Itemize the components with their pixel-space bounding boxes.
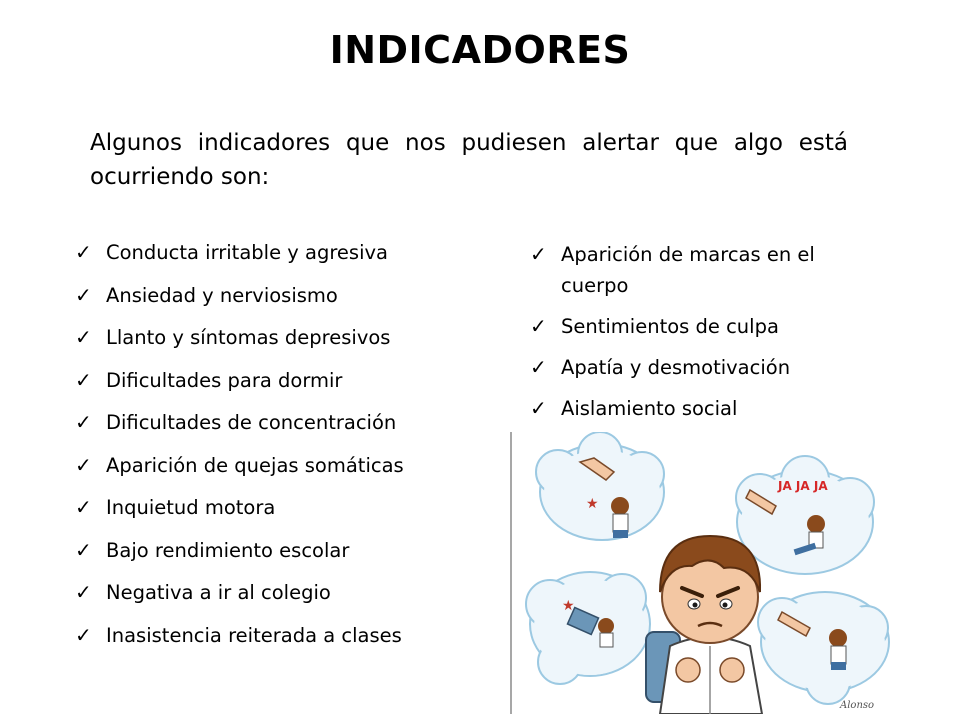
list-item: [75, 450, 495, 481]
list-item-label: Aislamiento social: [561, 397, 738, 420]
laughter-text: JA JA JA: [778, 479, 828, 493]
list-item: [75, 407, 495, 438]
list-item: [530, 239, 870, 301]
list-item: [530, 311, 870, 342]
list-item-label: Dificultades para dormir: [106, 368, 343, 392]
svg-text:★: ★: [562, 598, 575, 614]
list-item: [75, 535, 495, 566]
checkmark-icon: ✓: [75, 537, 92, 562]
artist-signature: Alonso: [840, 700, 875, 711]
checkmark-icon: ✓: [75, 367, 92, 392]
list-item: [75, 492, 495, 523]
list-item-label: Dificultades de concentración: [106, 411, 397, 434]
list-item: [75, 620, 495, 651]
thought-cloud-bottom-right: [758, 592, 889, 704]
list-item-label: Aparición de quejas somáticas: [106, 453, 404, 477]
list-item-label: Llanto y síntomas depresivos: [106, 326, 391, 349]
checkmark-icon: ✓: [75, 452, 92, 477]
checkmark-icon: ✓: [530, 355, 547, 379]
checkmark-icon: ✓: [75, 410, 92, 434]
intro-text: Algunos indicadores que nos pudiesen alertar que algo está ocurriendo son:: [90, 130, 848, 190]
checkmark-icon: ✓: [75, 325, 92, 349]
list-item-label: Bajo rendimiento escolar: [106, 538, 350, 562]
checkmark-icon: ✓: [530, 314, 547, 338]
list-item-label: Apatía y desmotivación: [561, 356, 791, 379]
list-item-label: Inquietud motora: [106, 496, 276, 519]
checkmark-icon: ✓: [75, 495, 92, 519]
thought-cloud-bottom-left: [526, 572, 650, 684]
thought-cloud-top-left: [536, 432, 664, 540]
list-item-label: Sentimientos de culpa: [561, 315, 779, 338]
list-item: [75, 237, 495, 268]
checkmark-icon: ✓: [530, 396, 547, 420]
list-item-label: Conducta irritable y agresiva: [106, 241, 388, 264]
list-item-label: Aparición de marcas en el cuerpo: [561, 243, 815, 297]
list-item: [530, 352, 870, 383]
list-item: [75, 577, 495, 608]
checkmark-icon: ✓: [75, 622, 92, 647]
list-item-label: Ansiedad y nerviosismo: [106, 283, 338, 307]
checkmark-icon: ✓: [75, 240, 92, 264]
checkmark-icon: ✓: [75, 282, 92, 307]
list-item: [75, 280, 495, 311]
thought-cloud-top-right: [736, 456, 874, 574]
list-item-label: Inasistencia reiterada a clases: [106, 623, 402, 647]
list-item: [75, 365, 495, 396]
bullying-cartoon-illustration: [510, 432, 904, 714]
svg-text:★: ★: [586, 496, 599, 512]
checkmark-icon: ✓: [75, 580, 92, 604]
slide-title: INDICADORES: [329, 28, 631, 72]
angry-boy-figure: [646, 536, 762, 714]
list-item-label: Negativa a ir al colegio: [106, 581, 331, 604]
indicator-list-right: [530, 239, 870, 434]
indicator-list-left: [75, 237, 495, 662]
checkmark-icon: ✓: [530, 242, 547, 266]
list-item: [75, 322, 495, 353]
list-item: [530, 393, 870, 424]
